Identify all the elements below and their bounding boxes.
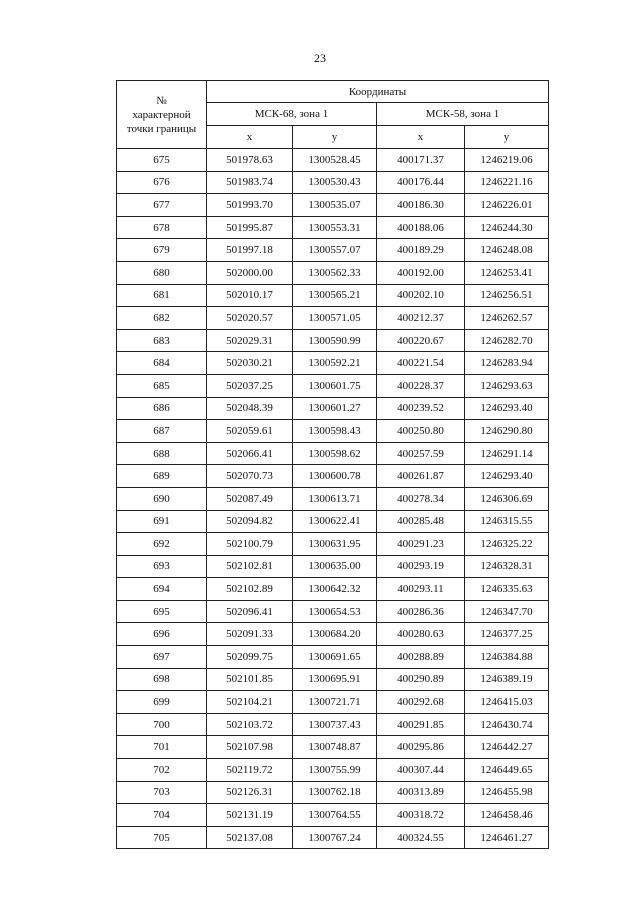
axis-header-y-msk68: y [293,126,377,149]
point-number-cell: 692 [117,533,207,556]
msk68-y-cell: 1300598.43 [293,420,377,443]
msk58-y-cell: 1246325.22 [465,533,549,556]
msk58-y-cell: 1246377.25 [465,623,549,646]
msk68-y-cell: 1300684.20 [293,623,377,646]
msk58-y-cell: 1246328.31 [465,555,549,578]
table-row [117,261,549,284]
msk58-y-cell: 1246244.30 [465,216,549,239]
msk68-x-cell: 502100.79 [207,533,293,556]
table-row [117,600,549,623]
point-number-cell: 704 [117,804,207,827]
msk68-x-cell: 502029.31 [207,329,293,352]
table-row [117,713,549,736]
table-row [117,194,549,217]
table-row [117,759,549,782]
msk58-x-cell: 400188.06 [377,216,465,239]
msk58-x-cell: 400318.72 [377,804,465,827]
msk58-y-cell: 1246290.80 [465,420,549,443]
msk68-x-cell: 502048.39 [207,397,293,420]
system-header-msk58: МСК-58, зона 1 [377,103,549,126]
msk68-y-cell: 1300654.53 [293,600,377,623]
msk68-y-cell: 1300562.33 [293,261,377,284]
point-number-cell: 687 [117,420,207,443]
point-number-cell: 683 [117,329,207,352]
table-row [117,329,549,352]
point-number-cell: 695 [117,600,207,623]
msk58-y-cell: 1246449.65 [465,759,549,782]
msk68-x-cell: 501978.63 [207,149,293,172]
axis-header-x-msk68: x [207,126,293,149]
point-header-line-3: точки границы [126,122,197,135]
point-number-cell: 682 [117,307,207,330]
table-row [117,804,549,827]
point-number-cell: 694 [117,578,207,601]
msk68-y-cell: 1300528.45 [293,149,377,172]
msk58-y-cell: 1246461.27 [465,826,549,849]
point-header-line-2: характерной [132,108,191,121]
msk58-x-cell: 400261.87 [377,465,465,488]
msk58-x-cell: 400288.89 [377,646,465,669]
msk58-y-cell: 1246293.40 [465,397,549,420]
msk68-y-cell: 1300613.71 [293,487,377,510]
point-number-cell: 684 [117,352,207,375]
msk58-x-cell: 400291.23 [377,533,465,556]
msk68-y-cell: 1300764.55 [293,804,377,827]
msk68-y-cell: 1300748.87 [293,736,377,759]
msk68-x-cell: 502091.33 [207,623,293,646]
msk68-y-cell: 1300737.43 [293,713,377,736]
axis-header-y-msk58: y [465,126,549,149]
msk58-x-cell: 400278.34 [377,487,465,510]
msk58-y-cell: 1246415.03 [465,691,549,714]
msk68-y-cell: 1300535.07 [293,194,377,217]
point-number-cell: 681 [117,284,207,307]
table-row [117,442,549,465]
msk58-x-cell: 400324.55 [377,826,465,849]
point-number-cell: 690 [117,487,207,510]
table-body [117,149,549,849]
msk58-y-cell: 1246306.69 [465,487,549,510]
msk58-x-cell: 400291.85 [377,713,465,736]
msk68-x-cell: 502066.41 [207,442,293,465]
table-row [117,510,549,533]
msk68-y-cell: 1300642.32 [293,578,377,601]
msk58-y-cell: 1246253.41 [465,261,549,284]
msk68-y-cell: 1300598.62 [293,442,377,465]
msk58-x-cell: 400307.44 [377,759,465,782]
msk58-y-cell: 1246226.01 [465,194,549,217]
table-row [117,668,549,691]
msk58-x-cell: 400192.00 [377,261,465,284]
msk58-y-cell: 1246221.16 [465,171,549,194]
msk68-y-cell: 1300601.75 [293,374,377,397]
table-row [117,826,549,849]
msk58-y-cell: 1246248.08 [465,239,549,262]
msk58-y-cell: 1246389.19 [465,668,549,691]
point-number-cell: 691 [117,510,207,533]
table-row [117,533,549,556]
table-row [117,555,549,578]
point-header-line-1: № [156,94,167,107]
msk68-x-cell: 502099.75 [207,646,293,669]
page-number: 23 [314,51,326,65]
msk68-y-cell: 1300565.21 [293,284,377,307]
table-row [117,374,549,397]
msk58-x-cell: 400186.30 [377,194,465,217]
table-row [117,352,549,375]
table-row [117,623,549,646]
msk68-y-cell: 1300601.27 [293,397,377,420]
msk68-y-cell: 1300695.91 [293,668,377,691]
msk58-x-cell: 400313.89 [377,781,465,804]
msk68-y-cell: 1300755.99 [293,759,377,782]
msk58-y-cell: 1246430.74 [465,713,549,736]
msk58-y-cell: 1246291.14 [465,442,549,465]
point-number-cell: 693 [117,555,207,578]
msk68-y-cell: 1300635.00 [293,555,377,578]
msk58-x-cell: 400220.67 [377,329,465,352]
msk58-x-cell: 400202.10 [377,284,465,307]
msk58-y-cell: 1246315.55 [465,510,549,533]
point-number-cell: 678 [117,216,207,239]
point-number-cell: 701 [117,736,207,759]
point-number-cell: 686 [117,397,207,420]
msk58-x-cell: 400257.59 [377,442,465,465]
point-number-cell: 679 [117,239,207,262]
table-row [117,216,549,239]
msk68-x-cell: 502119.72 [207,759,293,782]
msk68-y-cell: 1300767.24 [293,826,377,849]
point-number-cell: 685 [117,374,207,397]
msk58-x-cell: 400239.52 [377,397,465,420]
point-number-header [117,81,207,149]
msk68-y-cell: 1300592.21 [293,352,377,375]
table-row [117,691,549,714]
msk58-y-cell: 1246293.40 [465,465,549,488]
point-number-cell: 703 [117,781,207,804]
msk68-x-cell: 502020.57 [207,307,293,330]
msk58-x-cell: 400286.36 [377,600,465,623]
table-header [117,81,549,149]
point-number-cell: 675 [117,149,207,172]
coordinates-table [116,80,549,849]
msk68-x-cell: 501997.18 [207,239,293,262]
point-number-cell: 699 [117,691,207,714]
msk68-x-cell: 502037.25 [207,374,293,397]
table-row [117,487,549,510]
msk68-x-cell: 502030.21 [207,352,293,375]
table-row [117,307,549,330]
msk58-y-cell: 1246442.27 [465,736,549,759]
msk58-y-cell: 1246219.06 [465,149,549,172]
point-number-cell: 676 [117,171,207,194]
msk58-x-cell: 400250.80 [377,420,465,443]
msk68-x-cell: 502070.73 [207,465,293,488]
msk68-x-cell: 502102.81 [207,555,293,578]
axis-header-x-msk58: x [377,126,465,149]
msk58-x-cell: 400171.37 [377,149,465,172]
msk68-x-cell: 502087.49 [207,487,293,510]
msk58-y-cell: 1246282.70 [465,329,549,352]
msk58-y-cell: 1246335.63 [465,578,549,601]
msk58-y-cell: 1246347.70 [465,600,549,623]
point-number-cell: 698 [117,668,207,691]
msk58-x-cell: 400221.54 [377,352,465,375]
table-row [117,284,549,307]
msk58-x-cell: 400290.89 [377,668,465,691]
msk58-x-cell: 400176.44 [377,171,465,194]
table-row [117,171,549,194]
msk68-x-cell: 501995.87 [207,216,293,239]
table-row [117,646,549,669]
msk68-x-cell: 502094.82 [207,510,293,533]
msk68-x-cell: 502102.89 [207,578,293,601]
msk68-x-cell: 502103.72 [207,713,293,736]
msk68-x-cell: 502096.41 [207,600,293,623]
table-row [117,420,549,443]
point-number-cell: 697 [117,646,207,669]
msk68-x-cell: 501993.70 [207,194,293,217]
table-row [117,239,549,262]
point-number-cell: 680 [117,261,207,284]
msk58-y-cell: 1246458.46 [465,804,549,827]
table-row [117,397,549,420]
msk68-y-cell: 1300530.43 [293,171,377,194]
msk58-y-cell: 1246256.51 [465,284,549,307]
msk58-x-cell: 400285.48 [377,510,465,533]
msk68-y-cell: 1300600.78 [293,465,377,488]
table-row [117,465,549,488]
msk68-y-cell: 1300557.07 [293,239,377,262]
msk58-x-cell: 400212.37 [377,307,465,330]
msk68-x-cell: 502126.31 [207,781,293,804]
msk68-x-cell: 502131.19 [207,804,293,827]
msk68-y-cell: 1300691.65 [293,646,377,669]
msk68-x-cell: 502137.08 [207,826,293,849]
msk58-y-cell: 1246455.98 [465,781,549,804]
msk58-x-cell: 400292.68 [377,691,465,714]
msk68-x-cell: 502104.21 [207,691,293,714]
point-number-cell: 705 [117,826,207,849]
table-row [117,578,549,601]
msk68-y-cell: 1300762.18 [293,781,377,804]
msk68-y-cell: 1300631.95 [293,533,377,556]
msk58-x-cell: 400189.29 [377,239,465,262]
point-number-cell: 688 [117,442,207,465]
msk68-y-cell: 1300571.05 [293,307,377,330]
msk68-y-cell: 1300721.71 [293,691,377,714]
coordinates-header: Координаты [207,81,549,103]
point-number-cell: 696 [117,623,207,646]
msk58-y-cell: 1246293.63 [465,374,549,397]
msk58-x-cell: 400293.11 [377,578,465,601]
point-number-cell: 689 [117,465,207,488]
msk68-x-cell: 502059.61 [207,420,293,443]
msk58-x-cell: 400293.19 [377,555,465,578]
msk68-y-cell: 1300553.31 [293,216,377,239]
msk58-x-cell: 400228.37 [377,374,465,397]
msk68-y-cell: 1300622.41 [293,510,377,533]
msk68-x-cell: 502000.00 [207,261,293,284]
msk58-x-cell: 400280.63 [377,623,465,646]
table-row [117,149,549,172]
msk68-x-cell: 502107.98 [207,736,293,759]
table-row [117,736,549,759]
system-header-msk68: МСК-68, зона 1 [207,103,377,126]
msk68-x-cell: 501983.74 [207,171,293,194]
point-number-cell: 677 [117,194,207,217]
point-number-cell: 702 [117,759,207,782]
msk58-y-cell: 1246384.88 [465,646,549,669]
msk58-y-cell: 1246262.57 [465,307,549,330]
msk58-x-cell: 400295.86 [377,736,465,759]
msk68-y-cell: 1300590.99 [293,329,377,352]
msk58-y-cell: 1246283.94 [465,352,549,375]
msk68-x-cell: 502101.85 [207,668,293,691]
table-row [117,781,549,804]
msk68-x-cell: 502010.17 [207,284,293,307]
point-number-cell: 700 [117,713,207,736]
